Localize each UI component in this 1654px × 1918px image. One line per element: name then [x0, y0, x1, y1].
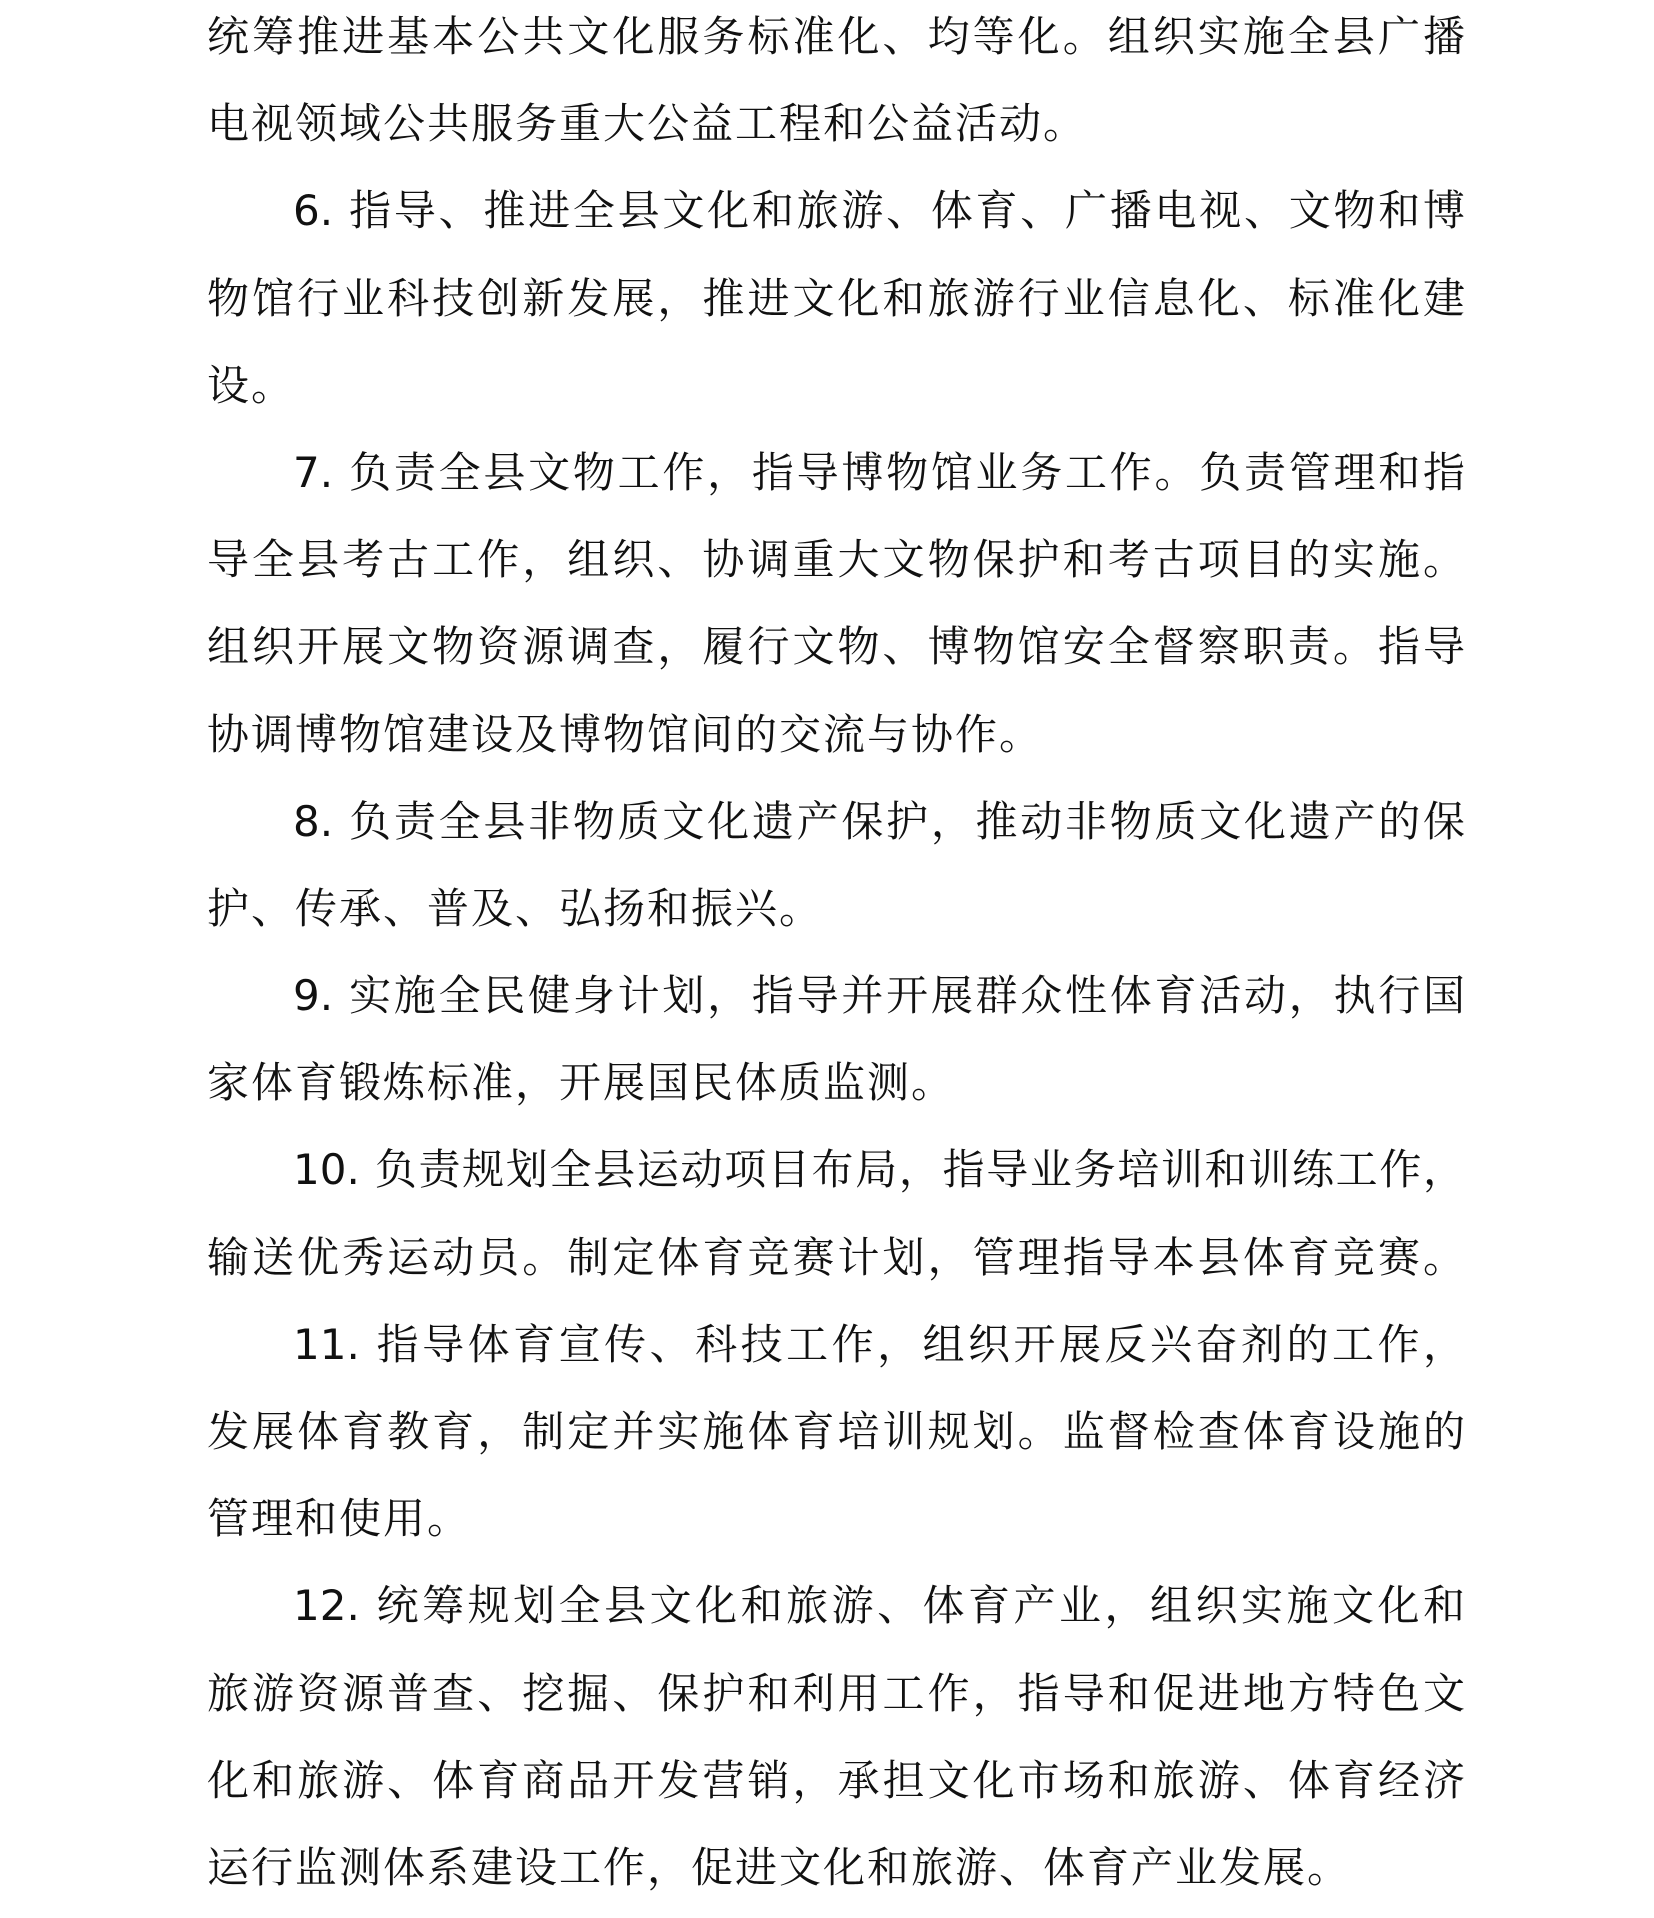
text-line: 运行监测体系建设工作，促进文化和旅游、体育产业发展。 — [207, 1842, 1352, 1892]
text-line: 电视领域公共服务重大公益工程和公益活动。 — [207, 99, 1088, 149]
paragraph-8-start: 8. 负责全县非物质文化遗产保护，推动非物质文化遗产的保 — [293, 796, 1465, 846]
paragraph-7-start: 7. 负责全县文物工作，指导博物馆业务工作。负责管理和指 — [293, 447, 1465, 497]
paragraph-12-start: 12. 统筹规划全县文化和旅游、体育产业，组织实施文化和 — [293, 1581, 1465, 1631]
text-line: 统筹推进基本公共文化服务标准化、均等化。组织实施全县广播 — [207, 12, 1465, 61]
text-line: 设。 — [207, 360, 296, 410]
paragraph-9-start: 9. 实施全民健身计划，指导并开展群众性体育活动，执行国 — [293, 971, 1465, 1021]
paragraph-10-start: 10. 负责规划全县运动项目布局，指导业务培训和训练工作， — [293, 1145, 1465, 1195]
paragraph-11-start: 11. 指导体育宣传、科技工作，组织开展反兴奋剂的工作， — [293, 1319, 1465, 1369]
text-line: 化和旅游、体育商品开发营销，承担文化市场和旅游、体育经济 — [207, 1755, 1465, 1805]
text-line: 组织开展文物资源调查，履行文物、博物馆安全督察职责。指导 — [207, 622, 1465, 672]
text-line: 输送优秀运动员。制定体育竞赛计划，管理指导本县体育竞赛。 — [207, 1232, 1465, 1282]
text-line: 导全县考古工作，组织、协调重大文物保护和考古项目的实施。 — [207, 535, 1465, 585]
document-page — [207, 0, 1465, 1918]
paragraph-6-start: 6. 指导、推进全县文化和旅游、体育、广播电视、文物和博 — [293, 186, 1465, 236]
text-line: 旅游资源普查、挖掘、保护和利用工作，指导和促进地方特色文 — [207, 1668, 1465, 1718]
text-line: 家体育锻炼标准，开展国民体质监测。 — [207, 1058, 956, 1108]
text-line: 协调博物馆建设及博物馆间的交流与协作。 — [207, 709, 1044, 759]
text-line: 管理和使用。 — [207, 1494, 472, 1544]
text-line: 护、传承、普及、弘扬和振兴。 — [207, 883, 824, 933]
text-line: 物馆行业科技创新发展，推进文化和旅游行业信息化、标准化建 — [207, 273, 1465, 323]
text-line: 发展体育教育，制定并实施体育培训规划。监督检查体育设施的 — [207, 1407, 1465, 1456]
